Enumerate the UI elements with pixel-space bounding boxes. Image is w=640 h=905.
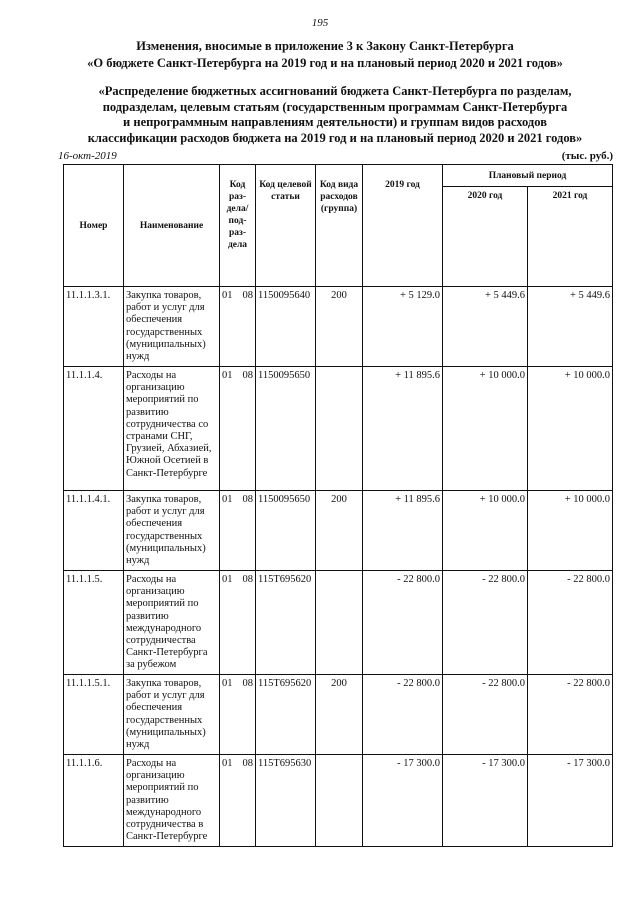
header-2019: 2019 год	[363, 165, 443, 287]
subsection-code: 08	[242, 758, 253, 769]
table-row	[64, 571, 613, 675]
row-value-2019: + 5 129.0	[363, 287, 443, 367]
table-row	[64, 287, 613, 367]
row-section-code	[220, 491, 256, 571]
subtitle-line: «Распределение бюджетных ассигнований бюджета Санкт-Петербурга по разделам,	[98, 84, 572, 98]
header-expense: Код вида расходов (группа)	[316, 165, 363, 287]
header-2021: 2021 год	[528, 187, 613, 287]
section-code: 01	[222, 494, 233, 505]
title-line: «О бюджете Санкт-Петербурга на 2019 год и на плановый период 2020 и 2021 годов»	[87, 56, 563, 70]
row-value-2019: + 11 895.6	[363, 367, 443, 491]
row-number: 11.1.1.6.	[64, 755, 124, 847]
row-value-2020: - 17 300.0	[443, 755, 528, 847]
subsection-code: 08	[242, 494, 253, 505]
title-line: Изменения, вносимые в приложение 3 к Закону Санкт-Петербурга	[136, 39, 514, 53]
header-target: Код целевой статьи	[256, 165, 316, 287]
section-code: 01	[222, 370, 233, 381]
row-expense-code	[316, 367, 363, 491]
row-value-2019: + 11 895.6	[363, 491, 443, 571]
row-section-code	[220, 287, 256, 367]
units-label: (тыс. руб.)	[561, 150, 613, 162]
row-target-code: 115Т695630	[256, 755, 316, 847]
row-name: Расходы на организацию мероприятий по развитию сотрудничества со странами СНГ, Грузией, Абхазией, Южной Осетией в Санкт-Петербурге	[124, 367, 220, 491]
row-name: Закупка товаров, работ и услуг для обеспечения государственных (муниципальных) нужд	[124, 675, 220, 755]
document-subtitle	[60, 84, 610, 146]
row-value-2021: - 17 300.0	[528, 755, 613, 847]
row-target-code: 1150095650	[256, 367, 316, 491]
budget-table	[63, 164, 613, 847]
row-number: 11.1.1.5.	[64, 571, 124, 675]
row-section-code	[220, 571, 256, 675]
row-target-code: 1150095650	[256, 491, 316, 571]
header-number: Номер	[64, 165, 124, 287]
subsection-code: 08	[242, 290, 253, 301]
section-code: 01	[222, 758, 233, 769]
row-value-2021: + 5 449.6	[528, 287, 613, 367]
row-expense-code: 200	[316, 675, 363, 755]
row-number: 11.1.1.3.1.	[64, 287, 124, 367]
row-section-code	[220, 367, 256, 491]
table-row	[64, 675, 613, 755]
header-plan-period: Плановый период	[443, 165, 613, 187]
section-code: 01	[222, 290, 233, 301]
subsection-code: 08	[242, 678, 253, 689]
row-value-2020: + 10 000.0	[443, 491, 528, 571]
row-name: Расходы на организацию мероприятий по развитию международного сотрудничества Санкт-Петербурга за рубежом	[124, 571, 220, 675]
row-value-2019: - 22 800.0	[363, 675, 443, 755]
row-section-code	[220, 675, 256, 755]
subsection-code: 08	[242, 574, 253, 585]
row-number: 11.1.1.4.1.	[64, 491, 124, 571]
row-value-2021: + 10 000.0	[528, 367, 613, 491]
row-value-2020: - 22 800.0	[443, 675, 528, 755]
subsection-code: 08	[242, 370, 253, 381]
row-section-code	[220, 755, 256, 847]
row-expense-code: 200	[316, 491, 363, 571]
row-name: Закупка товаров, работ и услуг для обеспечения государственных (муниципальных) нужд	[124, 491, 220, 571]
row-value-2021: - 22 800.0	[528, 675, 613, 755]
row-name: Закупка товаров, работ и услуг для обеспечения государственных (муниципальных) нужд	[124, 287, 220, 367]
row-value-2020: + 5 449.6	[443, 287, 528, 367]
row-value-2021: + 10 000.0	[528, 491, 613, 571]
row-value-2021: - 22 800.0	[528, 571, 613, 675]
row-target-code: 115Т695620	[256, 571, 316, 675]
row-expense-code: 200	[316, 287, 363, 367]
table-row	[64, 491, 613, 571]
row-expense-code	[316, 571, 363, 675]
document-date: 16-окт-2019	[58, 150, 117, 162]
row-value-2019: - 17 300.0	[363, 755, 443, 847]
header-section: Код раз-дела/ под-раз-дела	[220, 165, 256, 287]
row-target-code: 115Т695620	[256, 675, 316, 755]
header-2020: 2020 год	[443, 187, 528, 287]
row-target-code: 1150095640	[256, 287, 316, 367]
row-number: 11.1.1.5.1.	[64, 675, 124, 755]
row-value-2019: - 22 800.0	[363, 571, 443, 675]
subtitle-line: и непрограммным направлениям деятельности) и группам видов расходов	[123, 115, 547, 129]
table-row	[64, 367, 613, 491]
subtitle-line: подразделам, целевым статьям (государственным программам Санкт-Петербурга	[102, 99, 568, 114]
header-name: Наименование	[124, 165, 220, 287]
subtitle-line: классификации расходов бюджета на 2019 год и на плановый период 2020 и 2021 годов»	[87, 130, 583, 145]
row-name: Расходы на организацию мероприятий по развитию международного сотрудничества в Санкт-Петербурге	[124, 755, 220, 847]
table-row	[64, 755, 613, 847]
row-value-2020: + 10 000.0	[443, 367, 528, 491]
row-number: 11.1.1.4.	[64, 367, 124, 491]
row-value-2020: - 22 800.0	[443, 571, 528, 675]
document-title	[30, 38, 620, 72]
page-number: 195	[311, 17, 329, 29]
section-code: 01	[222, 574, 233, 585]
row-expense-code	[316, 755, 363, 847]
section-code: 01	[222, 678, 233, 689]
